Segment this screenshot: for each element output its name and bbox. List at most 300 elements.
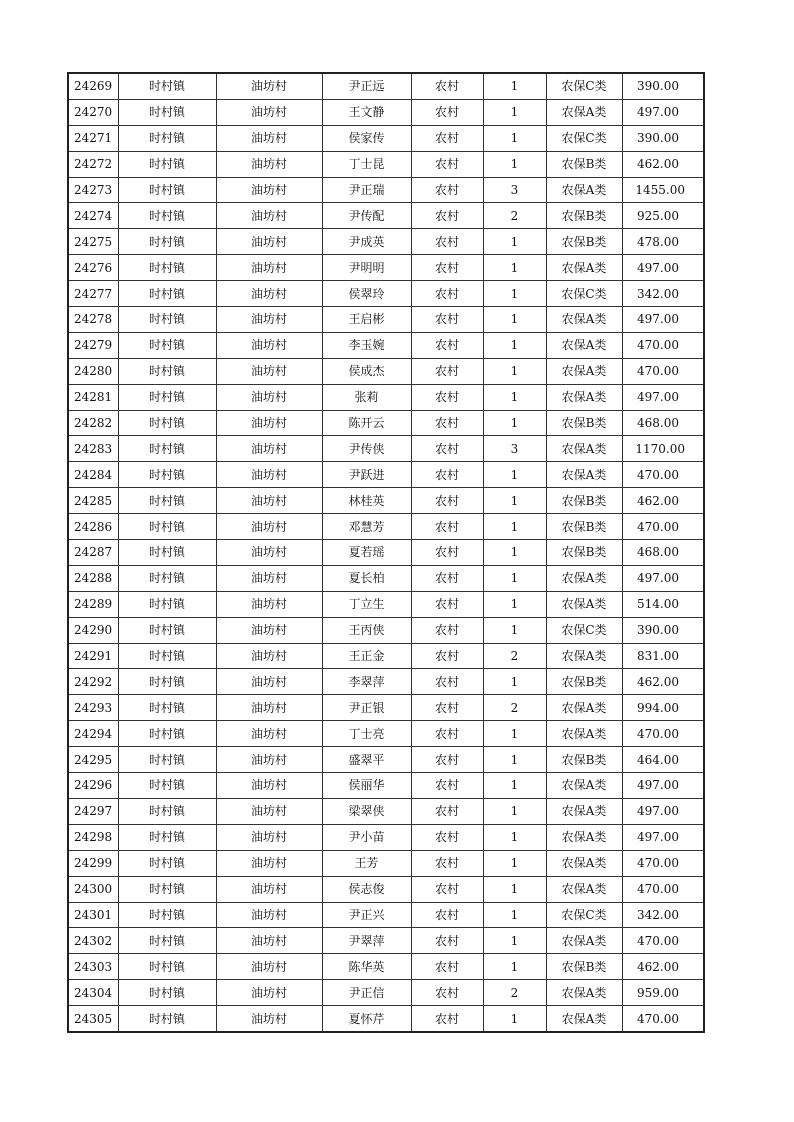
table-row xyxy=(68,99,704,125)
household-count-cell: 3 xyxy=(483,177,546,203)
town-cell: 时村镇 xyxy=(118,125,216,151)
record-id-cell: 24304 xyxy=(68,980,118,1006)
household-count-cell: 1 xyxy=(483,954,546,980)
amount-cell: 462.00 xyxy=(622,488,704,514)
amount-cell: 468.00 xyxy=(622,540,704,566)
area-type-cell: 农村 xyxy=(411,307,483,333)
village-cell: 油坊村 xyxy=(216,617,322,643)
name-cell: 李玉婉 xyxy=(322,332,411,358)
name-cell: 尹跃进 xyxy=(322,462,411,488)
table-row xyxy=(68,695,704,721)
insurance-class-cell: 农保C类 xyxy=(546,125,622,151)
insurance-class-cell: 农保B类 xyxy=(546,514,622,540)
table-row xyxy=(68,954,704,980)
town-cell: 时村镇 xyxy=(118,591,216,617)
table-row xyxy=(68,514,704,540)
amount-cell: 462.00 xyxy=(622,954,704,980)
amount-cell: 462.00 xyxy=(622,151,704,177)
amount-cell: 470.00 xyxy=(622,462,704,488)
insurance-class-cell: 农保A类 xyxy=(546,824,622,850)
name-cell: 林桂英 xyxy=(322,488,411,514)
household-count-cell: 1 xyxy=(483,540,546,566)
table-row xyxy=(68,177,704,203)
record-id-cell: 24291 xyxy=(68,643,118,669)
name-cell: 尹正银 xyxy=(322,695,411,721)
area-type-cell: 农村 xyxy=(411,177,483,203)
record-id-cell: 24293 xyxy=(68,695,118,721)
household-count-cell: 1 xyxy=(483,99,546,125)
area-type-cell: 农村 xyxy=(411,125,483,151)
record-id-cell: 24290 xyxy=(68,617,118,643)
town-cell: 时村镇 xyxy=(118,540,216,566)
name-cell: 侯家传 xyxy=(322,125,411,151)
area-type-cell: 农村 xyxy=(411,203,483,229)
village-cell: 油坊村 xyxy=(216,902,322,928)
area-type-cell: 农村 xyxy=(411,99,483,125)
town-cell: 时村镇 xyxy=(118,410,216,436)
area-type-cell: 农村 xyxy=(411,462,483,488)
area-type-cell: 农村 xyxy=(411,73,483,99)
record-id-cell: 24274 xyxy=(68,203,118,229)
name-cell: 陈华英 xyxy=(322,954,411,980)
household-count-cell: 1 xyxy=(483,669,546,695)
household-count-cell: 1 xyxy=(483,125,546,151)
insurance-class-cell: 农保C类 xyxy=(546,902,622,928)
village-cell: 油坊村 xyxy=(216,281,322,307)
table-row xyxy=(68,643,704,669)
town-cell: 时村镇 xyxy=(118,488,216,514)
record-id-cell: 24277 xyxy=(68,281,118,307)
table-row xyxy=(68,591,704,617)
village-cell: 油坊村 xyxy=(216,307,322,333)
amount-cell: 470.00 xyxy=(622,332,704,358)
table-row xyxy=(68,850,704,876)
town-cell: 时村镇 xyxy=(118,721,216,747)
amount-cell: 925.00 xyxy=(622,203,704,229)
town-cell: 时村镇 xyxy=(118,151,216,177)
town-cell: 时村镇 xyxy=(118,514,216,540)
insurance-class-cell: 农保A类 xyxy=(546,850,622,876)
area-type-cell: 农村 xyxy=(411,384,483,410)
area-type-cell: 农村 xyxy=(411,980,483,1006)
town-cell: 时村镇 xyxy=(118,669,216,695)
village-cell: 油坊村 xyxy=(216,591,322,617)
table-row xyxy=(68,73,704,99)
village-cell: 油坊村 xyxy=(216,928,322,954)
amount-cell: 470.00 xyxy=(622,876,704,902)
town-cell: 时村镇 xyxy=(118,824,216,850)
insurance-class-cell: 农保A类 xyxy=(546,255,622,281)
household-count-cell: 1 xyxy=(483,462,546,488)
amount-cell: 478.00 xyxy=(622,229,704,255)
household-count-cell: 1 xyxy=(483,514,546,540)
name-cell: 尹传配 xyxy=(322,203,411,229)
table-row xyxy=(68,203,704,229)
table-row xyxy=(68,384,704,410)
insurance-class-cell: 农保A类 xyxy=(546,99,622,125)
table-row xyxy=(68,902,704,928)
village-cell: 油坊村 xyxy=(216,773,322,799)
name-cell: 尹传侠 xyxy=(322,436,411,462)
insurance-class-cell: 农保C类 xyxy=(546,617,622,643)
name-cell: 尹小苗 xyxy=(322,824,411,850)
table-row xyxy=(68,721,704,747)
household-count-cell: 2 xyxy=(483,695,546,721)
household-count-cell: 1 xyxy=(483,773,546,799)
table-row xyxy=(68,565,704,591)
household-count-cell: 1 xyxy=(483,850,546,876)
table-row xyxy=(68,332,704,358)
area-type-cell: 农村 xyxy=(411,902,483,928)
village-cell: 油坊村 xyxy=(216,643,322,669)
household-count-cell: 1 xyxy=(483,73,546,99)
insurance-class-cell: 农保A类 xyxy=(546,462,622,488)
area-type-cell: 农村 xyxy=(411,798,483,824)
amount-cell: 462.00 xyxy=(622,669,704,695)
area-type-cell: 农村 xyxy=(411,773,483,799)
insurance-class-cell: 农保C类 xyxy=(546,281,622,307)
table-row xyxy=(68,462,704,488)
insurance-class-cell: 农保A类 xyxy=(546,307,622,333)
record-id-cell: 24305 xyxy=(68,1006,118,1032)
area-type-cell: 农村 xyxy=(411,1006,483,1032)
area-type-cell: 农村 xyxy=(411,669,483,695)
record-id-cell: 24302 xyxy=(68,928,118,954)
town-cell: 时村镇 xyxy=(118,1006,216,1032)
village-cell: 油坊村 xyxy=(216,695,322,721)
name-cell: 王启彬 xyxy=(322,307,411,333)
village-cell: 油坊村 xyxy=(216,1006,322,1032)
record-id-cell: 24271 xyxy=(68,125,118,151)
insurance-class-cell: 农保B类 xyxy=(546,151,622,177)
area-type-cell: 农村 xyxy=(411,281,483,307)
area-type-cell: 农村 xyxy=(411,514,483,540)
name-cell: 尹正兴 xyxy=(322,902,411,928)
village-cell: 油坊村 xyxy=(216,203,322,229)
insurance-class-cell: 农保A类 xyxy=(546,332,622,358)
name-cell: 丁立生 xyxy=(322,591,411,617)
town-cell: 时村镇 xyxy=(118,307,216,333)
town-cell: 时村镇 xyxy=(118,695,216,721)
name-cell: 夏长柏 xyxy=(322,565,411,591)
town-cell: 时村镇 xyxy=(118,850,216,876)
insurance-class-cell: 农保A类 xyxy=(546,1006,622,1032)
area-type-cell: 农村 xyxy=(411,591,483,617)
insurance-class-cell: 农保B类 xyxy=(546,488,622,514)
table-row xyxy=(68,617,704,643)
village-cell: 油坊村 xyxy=(216,410,322,436)
village-cell: 油坊村 xyxy=(216,669,322,695)
town-cell: 时村镇 xyxy=(118,902,216,928)
household-count-cell: 1 xyxy=(483,902,546,928)
area-type-cell: 农村 xyxy=(411,928,483,954)
village-cell: 油坊村 xyxy=(216,462,322,488)
table-row xyxy=(68,824,704,850)
area-type-cell: 农村 xyxy=(411,358,483,384)
record-id-cell: 24303 xyxy=(68,954,118,980)
record-id-cell: 24279 xyxy=(68,332,118,358)
area-type-cell: 农村 xyxy=(411,410,483,436)
amount-cell: 497.00 xyxy=(622,307,704,333)
area-type-cell: 农村 xyxy=(411,617,483,643)
name-cell: 侯志俊 xyxy=(322,876,411,902)
village-cell: 油坊村 xyxy=(216,255,322,281)
town-cell: 时村镇 xyxy=(118,617,216,643)
name-cell: 侯成杰 xyxy=(322,358,411,384)
village-cell: 油坊村 xyxy=(216,177,322,203)
town-cell: 时村镇 xyxy=(118,747,216,773)
area-type-cell: 农村 xyxy=(411,332,483,358)
record-id-cell: 24296 xyxy=(68,773,118,799)
village-cell: 油坊村 xyxy=(216,384,322,410)
amount-cell: 497.00 xyxy=(622,565,704,591)
insurance-class-cell: 农保B类 xyxy=(546,410,622,436)
village-cell: 油坊村 xyxy=(216,151,322,177)
household-count-cell: 1 xyxy=(483,255,546,281)
name-cell: 尹成英 xyxy=(322,229,411,255)
village-cell: 油坊村 xyxy=(216,488,322,514)
household-count-cell: 1 xyxy=(483,307,546,333)
insurance-class-cell: 农保A类 xyxy=(546,358,622,384)
household-count-cell: 2 xyxy=(483,980,546,1006)
record-id-cell: 24288 xyxy=(68,565,118,591)
insurance-class-cell: 农保A类 xyxy=(546,436,622,462)
record-id-cell: 24272 xyxy=(68,151,118,177)
town-cell: 时村镇 xyxy=(118,73,216,99)
town-cell: 时村镇 xyxy=(118,980,216,1006)
household-count-cell: 3 xyxy=(483,436,546,462)
area-type-cell: 农村 xyxy=(411,565,483,591)
name-cell: 陈开云 xyxy=(322,410,411,436)
household-count-cell: 2 xyxy=(483,643,546,669)
area-type-cell: 农村 xyxy=(411,850,483,876)
village-cell: 油坊村 xyxy=(216,125,322,151)
area-type-cell: 农村 xyxy=(411,151,483,177)
insurance-class-cell: 农保B类 xyxy=(546,229,622,255)
name-cell: 张莉 xyxy=(322,384,411,410)
name-cell: 李翠萍 xyxy=(322,669,411,695)
record-id-cell: 24276 xyxy=(68,255,118,281)
town-cell: 时村镇 xyxy=(118,358,216,384)
town-cell: 时村镇 xyxy=(118,798,216,824)
record-id-cell: 24275 xyxy=(68,229,118,255)
record-id-cell: 24284 xyxy=(68,462,118,488)
table-row xyxy=(68,255,704,281)
record-id-cell: 24292 xyxy=(68,669,118,695)
town-cell: 时村镇 xyxy=(118,462,216,488)
record-id-cell: 24281 xyxy=(68,384,118,410)
insurance-class-cell: 农保A类 xyxy=(546,591,622,617)
village-cell: 油坊村 xyxy=(216,73,322,99)
amount-cell: 497.00 xyxy=(622,99,704,125)
name-cell: 尹正信 xyxy=(322,980,411,1006)
amount-cell: 497.00 xyxy=(622,824,704,850)
town-cell: 时村镇 xyxy=(118,928,216,954)
town-cell: 时村镇 xyxy=(118,255,216,281)
table-row xyxy=(68,151,704,177)
household-count-cell: 1 xyxy=(483,1006,546,1032)
insurance-class-cell: 农保A类 xyxy=(546,773,622,799)
amount-cell: 497.00 xyxy=(622,255,704,281)
table-row xyxy=(68,773,704,799)
table-row xyxy=(68,747,704,773)
area-type-cell: 农村 xyxy=(411,255,483,281)
name-cell: 夏怀芹 xyxy=(322,1006,411,1032)
name-cell: 王丙侠 xyxy=(322,617,411,643)
amount-cell: 464.00 xyxy=(622,747,704,773)
record-id-cell: 24280 xyxy=(68,358,118,384)
record-id-cell: 24269 xyxy=(68,73,118,99)
amount-cell: 390.00 xyxy=(622,617,704,643)
name-cell: 丁士亮 xyxy=(322,721,411,747)
table-row xyxy=(68,410,704,436)
village-cell: 油坊村 xyxy=(216,980,322,1006)
household-count-cell: 1 xyxy=(483,565,546,591)
table-row xyxy=(68,307,704,333)
area-type-cell: 农村 xyxy=(411,876,483,902)
name-cell: 侯丽华 xyxy=(322,773,411,799)
amount-cell: 831.00 xyxy=(622,643,704,669)
area-type-cell: 农村 xyxy=(411,721,483,747)
household-count-cell: 1 xyxy=(483,410,546,436)
village-cell: 油坊村 xyxy=(216,798,322,824)
town-cell: 时村镇 xyxy=(118,436,216,462)
insurance-class-cell: 农保B类 xyxy=(546,954,622,980)
record-id-cell: 24301 xyxy=(68,902,118,928)
insurance-class-cell: 农保A类 xyxy=(546,928,622,954)
household-count-cell: 1 xyxy=(483,721,546,747)
insurance-class-cell: 农保C类 xyxy=(546,73,622,99)
town-cell: 时村镇 xyxy=(118,384,216,410)
name-cell: 尹明明 xyxy=(322,255,411,281)
insurance-class-cell: 农保A类 xyxy=(546,876,622,902)
village-cell: 油坊村 xyxy=(216,229,322,255)
town-cell: 时村镇 xyxy=(118,332,216,358)
household-count-cell: 1 xyxy=(483,358,546,384)
area-type-cell: 农村 xyxy=(411,643,483,669)
village-cell: 油坊村 xyxy=(216,514,322,540)
area-type-cell: 农村 xyxy=(411,436,483,462)
record-id-cell: 24300 xyxy=(68,876,118,902)
name-cell: 梁翠侠 xyxy=(322,798,411,824)
amount-cell: 497.00 xyxy=(622,773,704,799)
amount-cell: 497.00 xyxy=(622,384,704,410)
insurance-class-cell: 农保A类 xyxy=(546,980,622,1006)
record-id-cell: 24270 xyxy=(68,99,118,125)
household-count-cell: 1 xyxy=(483,281,546,307)
area-type-cell: 农村 xyxy=(411,695,483,721)
amount-cell: 342.00 xyxy=(622,902,704,928)
household-count-cell: 1 xyxy=(483,384,546,410)
name-cell: 王文静 xyxy=(322,99,411,125)
household-count-cell: 1 xyxy=(483,747,546,773)
amount-cell: 470.00 xyxy=(622,514,704,540)
household-count-cell: 1 xyxy=(483,488,546,514)
name-cell: 王正金 xyxy=(322,643,411,669)
household-count-cell: 1 xyxy=(483,824,546,850)
amount-cell: 514.00 xyxy=(622,591,704,617)
town-cell: 时村镇 xyxy=(118,643,216,669)
household-count-cell: 1 xyxy=(483,229,546,255)
village-cell: 油坊村 xyxy=(216,954,322,980)
table-row xyxy=(68,436,704,462)
insurance-class-cell: 农保A类 xyxy=(546,384,622,410)
table-row xyxy=(68,669,704,695)
insurance-class-cell: 农保B类 xyxy=(546,669,622,695)
town-cell: 时村镇 xyxy=(118,229,216,255)
record-id-cell: 24283 xyxy=(68,436,118,462)
town-cell: 时村镇 xyxy=(118,954,216,980)
amount-cell: 470.00 xyxy=(622,850,704,876)
name-cell: 盛翠平 xyxy=(322,747,411,773)
town-cell: 时村镇 xyxy=(118,177,216,203)
table-row xyxy=(68,1006,704,1032)
household-count-cell: 1 xyxy=(483,928,546,954)
area-type-cell: 农村 xyxy=(411,229,483,255)
name-cell: 尹正瑞 xyxy=(322,177,411,203)
record-id-cell: 24278 xyxy=(68,307,118,333)
table-body xyxy=(68,73,704,1032)
amount-cell: 1455.00 xyxy=(622,177,704,203)
table-row xyxy=(68,281,704,307)
table-row xyxy=(68,798,704,824)
household-count-cell: 1 xyxy=(483,876,546,902)
amount-cell: 342.00 xyxy=(622,281,704,307)
record-id-cell: 24298 xyxy=(68,824,118,850)
record-id-cell: 24294 xyxy=(68,721,118,747)
insurance-class-cell: 农保A类 xyxy=(546,565,622,591)
amount-cell: 959.00 xyxy=(622,980,704,1006)
amount-cell: 994.00 xyxy=(622,695,704,721)
insurance-class-cell: 农保B类 xyxy=(546,540,622,566)
record-id-cell: 24285 xyxy=(68,488,118,514)
village-cell: 油坊村 xyxy=(216,99,322,125)
record-id-cell: 24273 xyxy=(68,177,118,203)
insurance-class-cell: 农保A类 xyxy=(546,695,622,721)
village-cell: 油坊村 xyxy=(216,721,322,747)
record-id-cell: 24286 xyxy=(68,514,118,540)
town-cell: 时村镇 xyxy=(118,773,216,799)
amount-cell: 497.00 xyxy=(622,798,704,824)
area-type-cell: 农村 xyxy=(411,747,483,773)
insurance-class-cell: 农保A类 xyxy=(546,721,622,747)
table-row xyxy=(68,540,704,566)
insurance-class-cell: 农保A类 xyxy=(546,643,622,669)
insurance-class-cell: 农保B类 xyxy=(546,203,622,229)
household-count-cell: 1 xyxy=(483,798,546,824)
area-type-cell: 农村 xyxy=(411,954,483,980)
name-cell: 邓慧芳 xyxy=(322,514,411,540)
record-id-cell: 24297 xyxy=(68,798,118,824)
town-cell: 时村镇 xyxy=(118,565,216,591)
name-cell: 尹正远 xyxy=(322,73,411,99)
household-count-cell: 1 xyxy=(483,332,546,358)
village-cell: 油坊村 xyxy=(216,436,322,462)
record-id-cell: 24299 xyxy=(68,850,118,876)
town-cell: 时村镇 xyxy=(118,203,216,229)
village-cell: 油坊村 xyxy=(216,358,322,384)
village-cell: 油坊村 xyxy=(216,747,322,773)
records-table xyxy=(67,72,705,1033)
table-row xyxy=(68,229,704,255)
table-row xyxy=(68,125,704,151)
record-id-cell: 24287 xyxy=(68,540,118,566)
name-cell: 尹翠萍 xyxy=(322,928,411,954)
village-cell: 油坊村 xyxy=(216,565,322,591)
name-cell: 王芳 xyxy=(322,850,411,876)
town-cell: 时村镇 xyxy=(118,281,216,307)
village-cell: 油坊村 xyxy=(216,850,322,876)
